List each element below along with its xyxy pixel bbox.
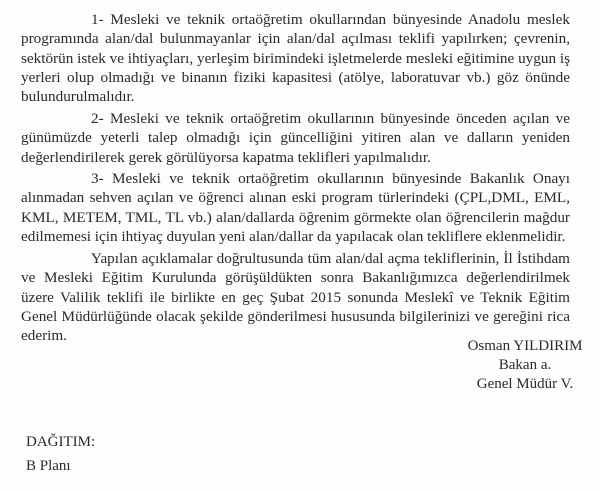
signatory-name: Osman YILDIRIM — [467, 338, 583, 354]
distribution-block — [26, 430, 95, 478]
paragraph-1: 1- Mesleki ve teknik ortaöğretim okullarından bünyesinde Anadolu meslek programında alan/dal bulunmayanlar için alan/dal açılması teklifi yapılırken; çevrenin, sektörün istek ve ihtiyaçları, yerleşim birimindeki işletmelerde mesleki eğitimine uygun iş yerleri olup olmadığı ve binanın fiziki kapasitesi (atölye, laboratuvar vb.) göz önünde bulundurulmalıdır. — [21, 11, 570, 106]
signatory-title-2: Genel Müdür V. — [476, 376, 574, 392]
signatory-title-1: Bakan a. — [498, 357, 552, 373]
distribution-heading: DAĞITIM: — [26, 434, 96, 450]
distribution-recipient: B Planı — [26, 458, 71, 474]
paragraph-3: 3- Mesleki ve teknik ortaöğretim okullarının bünyesinde Bakanlık Onayı alınmadan sehven açılan ve öğrenci alınan eski program türlerindeki (ÇPL,DML, EML, KML, METEM, TML, TL vb.) alan/dallarda öğrenim görmekte olan öğrencilerin mağdur edilmemesi için ihtiyaç duyulan yeni alan/dallar da yapılacak olan tekliflere eklenmelidir. — [21, 170, 570, 245]
paragraph-closing: Yapılan açıklamalar doğrultusunda tüm alan/dal açma tekliflerinin, İl İstihdam ve Mesleki Eğitim Kurulunda görüşüldükten sonra Bakanlığımızca değerlendirilmek üzere Valilik teklifi ile birlikte en geç Şubat 2015 sonunda Meslekî ve Teknik Eğitim Genel Müdürlüğünde olacak şekilde gönderilmesi hususunda bilgilerinizi ve gereğini rica ederim. — [21, 250, 570, 345]
signature-block — [450, 337, 600, 394]
paragraph-2: 2- Mesleki ve teknik ortaöğretim okullarının bünyesinde önceden açılan ve günümüzde yeterli talep olmadığı için güncelliğini yitiren alan ve dalların yeniden değerlendirilerek gerek görülüyorsa kapatma teklifleri yapılmalıdır. — [21, 110, 570, 166]
